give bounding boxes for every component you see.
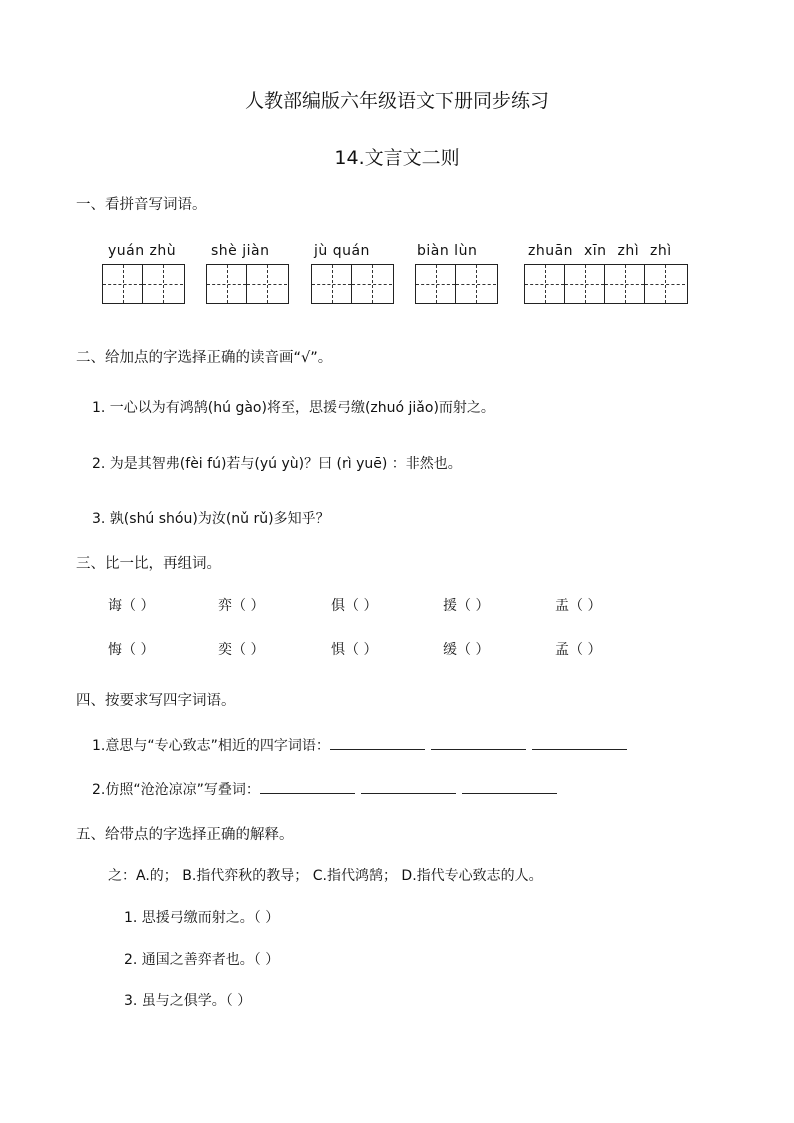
- compare-cell[interactable]: 惧（ ）: [331, 642, 378, 658]
- compare-cell[interactable]: 弈（ ）: [218, 598, 265, 614]
- compare-cell[interactable]: 奕（ ）: [218, 642, 265, 658]
- compare-cell[interactable]: 缓（ ）: [443, 642, 490, 658]
- idiom-item-2-label: 2.仿照“沧沧凉凉”写叠词：: [92, 782, 260, 798]
- answer-blank[interactable]: [330, 735, 425, 750]
- meaning-options: 之：A.的； B.指代弈秋的教导； C.指代鸿鹄； D.指代专心致志的人。: [108, 868, 543, 884]
- pinyin-5: zhuān xīn zhì zhì: [528, 243, 672, 259]
- section-1-heading: 一、看拼音写词语。: [76, 197, 207, 213]
- char-grid-4[interactable]: [415, 264, 498, 304]
- idiom-item-1-label: 1.意思与“专心致志”相近的四字词语：: [92, 738, 330, 754]
- answer-blank[interactable]: [532, 735, 627, 750]
- char-grid-1[interactable]: [102, 264, 185, 304]
- section-5-heading: 五、给带点的字选择正确的解释。: [76, 827, 294, 843]
- pinyin-3: jù quán: [314, 243, 370, 259]
- char-grid-3[interactable]: [311, 264, 394, 304]
- compare-cell[interactable]: 诲（ ）: [108, 598, 155, 614]
- answer-blank[interactable]: [431, 735, 526, 750]
- answer-blank[interactable]: [260, 779, 355, 794]
- idiom-item-1: [92, 735, 633, 755]
- reading-item-2: 2. 为是其智弗(fèi fú)若与(yú yù)？曰 (rì yuē) ：非然也。: [92, 456, 462, 472]
- section-4-heading: 四、按要求写四字词语。: [76, 693, 236, 709]
- lesson-title: 14.文言文二则: [334, 147, 460, 169]
- meaning-item-3[interactable]: 3. 虽与之俱学。（ ）: [124, 993, 252, 1009]
- pinyin-1: yuán zhù: [108, 243, 177, 259]
- answer-blank[interactable]: [361, 779, 456, 794]
- compare-cell[interactable]: 俱（ ）: [331, 598, 378, 614]
- char-grid-2[interactable]: [206, 264, 289, 304]
- compare-cell[interactable]: 盂（ ）: [555, 598, 602, 614]
- char-grid-5[interactable]: [524, 264, 688, 304]
- answer-blank[interactable]: [462, 779, 557, 794]
- section-2-heading: 二、给加点的字选择正确的读音画“√”。: [76, 350, 333, 366]
- pinyin-4: biàn lùn: [417, 243, 478, 259]
- compare-cell[interactable]: 悔（ ）: [108, 642, 155, 658]
- compare-cell[interactable]: 援（ ）: [443, 598, 490, 614]
- idiom-item-2: [92, 779, 563, 799]
- reading-item-1: 1. 一心以为有鸿鹄(hú gào)将至，思援弓缴(zhuó jiǎo)而射之。: [92, 400, 495, 416]
- reading-item-3: 3. 孰(shú shóu)为汝(nǔ rǔ)多知乎？: [92, 511, 330, 527]
- compare-cell[interactable]: 孟（ ）: [555, 642, 602, 658]
- section-3-heading: 三、比一比，再组词。: [76, 556, 221, 572]
- worksheet-title: 人教部编版六年级语文下册同步练习: [244, 90, 549, 112]
- meaning-item-1[interactable]: 1. 思援弓缴而射之。（ ）: [124, 910, 280, 926]
- pinyin-2: shè jiàn: [211, 243, 270, 259]
- meaning-item-2[interactable]: 2. 通国之善弈者也。（ ）: [124, 952, 280, 968]
